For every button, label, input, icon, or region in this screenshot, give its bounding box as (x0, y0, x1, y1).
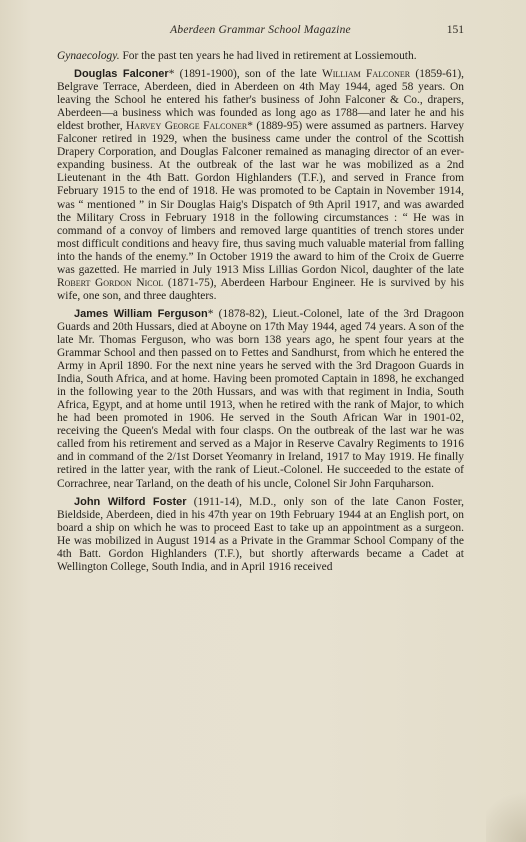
related-name: Harvey George Falconer (126, 120, 248, 133)
running-header (57, 24, 464, 40)
paragraph-text: (1911-14), M.D., only son of the late Canon Foster, Bieldside, Aberdeen, died in his 47th year on 19th February 1944 at an English port, on board a ship on which he was to proceed East to take up an appointment as a surgeon. He was mobilized in August 1914 as a Private in the Grammar School Company of the 4th Batt. Gordon Highlanders (T.F.), but shortly afterwards became a Cadet at Wellington College, South India, and in April 1916 received (57, 495, 464, 573)
paragraph-continuation (57, 50, 464, 63)
obituary-name: James William Ferguson (74, 307, 208, 320)
obituary-falconer (57, 68, 464, 303)
paragraph-text: For the past ten years he had lived in retirement at Lossiemouth. (119, 50, 417, 62)
obituary-name: Douglas Falconer (74, 68, 169, 81)
page-number: 151 (446, 24, 464, 36)
paragraph-text: (1871-75), Aberdeen Harbour Engineer. He is survived by his wife, one son, and three daughters. (57, 276, 465, 302)
paragraph-text: (1859-61), Belgrave Terrace, Aberdeen, died in Aberdeen on 4th May 1944, aged 58 years. On leaving the School he entered his father's business of John Falconer & Co., drapers, Aberdeen—a business which was founded as long ago as 1788—and later he and his eldest brother, (57, 68, 465, 133)
obituary-foster (57, 496, 464, 574)
paragraph-text: * (1878-82), Lieut.-Colonel, late of the 3rd Dragoon Guards and 20th Hussars, died at Aboyne on 17th May 1944, aged 74 years. A son of the late Mr. Thomas Ferguson, who was born 138 years ago, he spent four years at the Grammar School and then passed on to Fettes and Sandhurst, from which he entered the Army in April 1890. For the next nine years he served with the 3rd Dragoon Guards in India, South Africa, and at home. Having been promoted Captain in 1898, he exchanged in the following year to the 20th Hussars, and was with that regiment in India, South Africa, Egypt, and at home until 1913, when he retired with the rank of Major, to which he had been promoted in 1906. He served in the South African War in 1901-02, receiving the Queen's Medal with four clasps. On the outbreak of the last war he was called from his retirement and served as a Major in Reserve Cavalry Regiments to 1916 and in command of the 2/1st Dorset Yeomanry in Ireland, 1917 to May 1919. He finally retired in the latter year, with the rank of Lieut.-Colonel. He succeeded to the estate of Corrachree, near Tarland, on the death of his uncle, Colonel Sir John Farquharson. (57, 307, 464, 490)
obituary-text (57, 50, 464, 574)
continued-word: Gynaecology. (57, 50, 120, 62)
running-title: Aberdeen Grammar School Magazine (170, 24, 351, 36)
obituary-name: John Wilford Foster (74, 495, 187, 508)
related-name: William Falconer (321, 68, 411, 81)
paragraph-text: * (1889-95) were assumed as partners. Harvey Falconer retired in 1929, when the business came under the control of the Scottish Drapery Corporation, and Douglas Falconer remained as managing director of an ever-expanding business. At the outbreak of the last war he was mobilized as a 2nd Lieutenant in the 4th Batt. Gordon Highlanders (T.F.), and served in France from February 1915 to the end of 1918. He was promoted to be Captain in November 1914, was “ mentioned ” in Sir Douglas Haig's Dispatch of 9th April 1917, and was awarded the Military Cross in February 1918 in the following circumstances : “ He was in command of a convoy of limbers and removed large quantities of trench stores under most difficult conditions and heavy fire, thus saving much valuable material from falling into the hands of the enemy.” In October 1919 the award to him of the Croix de Guerre was gazetted. He married in July 1913 Miss Lillias Gordon Nicol, daughter of the late (57, 120, 464, 276)
obituary-ferguson (57, 308, 464, 491)
paragraph-text: * (1891-1900), son of the late (168, 68, 322, 81)
related-name: Robert Gordon Nicol (57, 276, 164, 289)
